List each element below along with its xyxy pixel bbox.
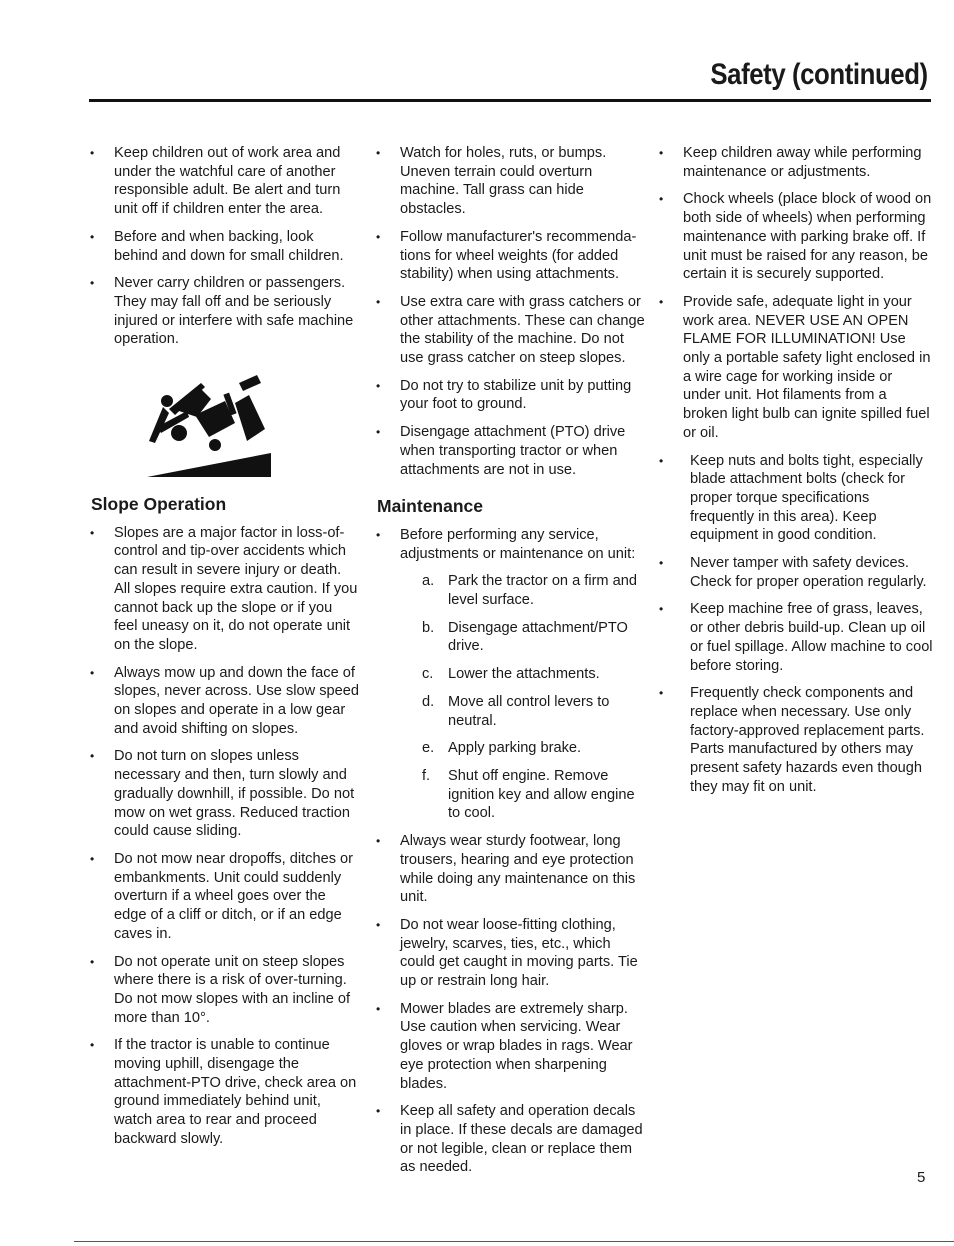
list-item: • Never tamper with safety devices. Check for proper operation regularly.	[659, 555, 927, 590]
list-item: • Always wear sturdy footwear, long trousers, hearing and eye protection while doing any maintenance on this unit.	[376, 833, 636, 906]
bullet-icon: •	[376, 527, 381, 542]
title-rule	[89, 99, 931, 102]
step-item: f. Shut off engine. Remove ignition key and allow engine to cool.	[422, 767, 635, 822]
bullet-icon: •	[376, 834, 381, 849]
list-item: • Always mow up and down the face of slopes, never across. Use slow speed on slopes and operate in a low gear and avoid shifting on slopes.	[90, 664, 359, 737]
list-item: • Keep machine free of grass, leaves, or other debris build-up. Clean up oil or fuel spillage. Allow machine to cool before storing.	[659, 601, 933, 674]
list-item: • Before and when backing, look behind and down for small children.	[90, 228, 344, 264]
list-item: • Keep children away while performing maintenance or adjustments.	[659, 145, 922, 180]
column-3	[658, 144, 933, 806]
bullet-icon: •	[659, 192, 664, 207]
list-item: • Never carry children or passengers. They may fall off and be seriously injured or interfere with safe machine operation.	[90, 275, 354, 348]
slope-operation-heading: Slope Operation	[91, 494, 227, 515]
bullet-icon: •	[90, 276, 95, 291]
bullet-icon: •	[376, 1104, 381, 1119]
terrain-safety-list	[375, 144, 645, 479]
step-item: c. Lower the attachments.	[422, 666, 600, 683]
list-item: • Do not operate unit on steep slopes where there is a risk of over-turning. Do not mow slopes with an incline of more than 10°.	[90, 953, 351, 1026]
list-item: • Follow manufacturer's recommenda-tions for wheel weights (for added stability) when using attachments.	[376, 228, 637, 283]
bullet-icon: •	[659, 602, 664, 617]
bullet-icon: •	[376, 378, 381, 393]
list-item: • Keep nuts and bolts tight, especially blade attachment bolts (check for proper torque specifications frequently in this area). Keep equipment in good condition.	[659, 452, 923, 544]
bullet-icon: •	[659, 686, 664, 701]
column-1	[89, 144, 359, 1158]
step-item: d. Move all control levers to neutral.	[422, 693, 610, 729]
list-item: • Disengage attachment (PTO) drive when transporting tractor or when attachments are not in use.	[376, 424, 626, 478]
bullet-icon: •	[659, 453, 664, 468]
slope-operation-list	[89, 524, 359, 1149]
list-item: • Use extra care with grass catchers or other attachments. These can change the stability of the machine. Do not use grass catcher on steep slopes.	[376, 293, 645, 367]
list-item: • Chock wheels (place block of wood on both side of wheels) when performing maintenance with parking brake off. If unit must be raised for any reason, be certain it is securely supported.	[659, 191, 932, 283]
list-item: • Do not turn on slopes unless necessary and then, turn slowly and gradually downhill, if possible. Do not mow on wet grass. Reduced traction could cause sliding.	[90, 748, 355, 840]
list-item: • Do not wear loose-fitting clothing, jewelry, scarves, ties, etc., which could get caught in moving parts. Tie up or restrain long hair.	[376, 916, 638, 990]
bullet-icon: •	[90, 851, 95, 866]
tractor-tipover-warning-icon	[139, 371, 279, 481]
step-item: e. Apply parking brake.	[422, 740, 582, 757]
maintenance-heading: Maintenance	[377, 496, 483, 517]
bullet-icon: •	[90, 749, 95, 764]
list-item: • Do not mow near dropoffs, ditches or embankments. Unit could suddenly overturn if a wheel goes over the edge of a cliff or ditch, or if an edge caves in.	[90, 850, 354, 942]
list-item: • Mower blades are extremely sharp. Use caution when servicing. Wear gloves or wrap blades in rags. Wear eye protection when sharpening blades.	[376, 1000, 633, 1092]
bullet-icon: •	[90, 1038, 95, 1053]
page-title: Safety (continued)	[710, 58, 928, 91]
bullet-icon: •	[376, 917, 381, 932]
bullet-icon: •	[659, 556, 664, 571]
bullet-icon: •	[376, 294, 381, 309]
step-item: a. Park the tractor on a firm and level surface.	[422, 573, 637, 609]
list-item: • Provide safe, adequate light in your work area. NEVER USE AN OPEN FLAME FOR ILLUMINATION! Use only a portable safety light enclosed in a wire cage for working inside or under unit. Hot filaments from a broken light bulb can ignite spilled fuel or oil.	[659, 293, 931, 441]
maintenance-safety-list	[658, 144, 933, 797]
bullet-icon: •	[376, 425, 381, 440]
bullet-icon: •	[659, 146, 664, 160]
footer-rule	[74, 1241, 954, 1242]
list-item: • Slopes are a major factor in loss-of-control and tip-over accidents which can result in severe injury or death. All slopes require extra caution. If you cannot back up the slope or if you feel uneasy on it, do not operate unit on the slope.	[90, 524, 358, 653]
list-item: • Keep children out of work area and under the watchful care of another responsible adult. Be alert and turn unit off if children enter the area.	[90, 145, 341, 218]
list-item: • Keep all safety and operation decals in place. If these decals are damaged or not legible, clean or replace them as needed.	[376, 1103, 643, 1176]
list-item: • If the tractor is unable to continue moving uphill, disengage the attachment-PTO drive, check area on ground immediately behind unit, watch area to rear and proceed backward slowly.	[90, 1037, 357, 1147]
column-2	[375, 144, 645, 1186]
bullet-icon: •	[376, 1001, 381, 1016]
bullet-icon: •	[376, 146, 381, 160]
maintenance-steps	[422, 572, 645, 823]
list-item: • Before performing any service, adjustments or maintenance on unit: a. Park the tractor on a firm and level surface. b. Disengage attachment/PTO drive. c. Lower the attachments. d. Move all control levers to neutral. e. Apply parking brake. f. Shut off engine. Remove ignition key and allow engine to cool.	[375, 526, 645, 823]
bullet-icon: •	[659, 294, 664, 309]
children-safety-list	[89, 144, 359, 349]
bullet-icon: •	[90, 525, 95, 540]
bullet-icon: •	[90, 954, 95, 969]
page-number: 5	[917, 1169, 926, 1186]
bullet-icon: •	[90, 146, 95, 160]
list-item: • Watch for holes, ruts, or bumps. Uneven terrain could overturn machine. Tall grass can hide obstacles.	[376, 145, 607, 218]
list-item: • Do not try to stabilize unit by putting your foot to ground.	[376, 377, 632, 413]
bullet-icon: •	[376, 229, 381, 244]
list-item: • Frequently check components and replace when necessary. Use only factory-approved replacement parts. Parts manufactured by others may present safety hazards even though they may fit on unit.	[659, 685, 925, 795]
maintenance-list	[375, 526, 645, 1177]
step-item: b. Disengage attachment/PTO drive.	[422, 619, 628, 655]
bullet-icon: •	[90, 229, 95, 244]
bullet-icon: •	[90, 665, 95, 680]
